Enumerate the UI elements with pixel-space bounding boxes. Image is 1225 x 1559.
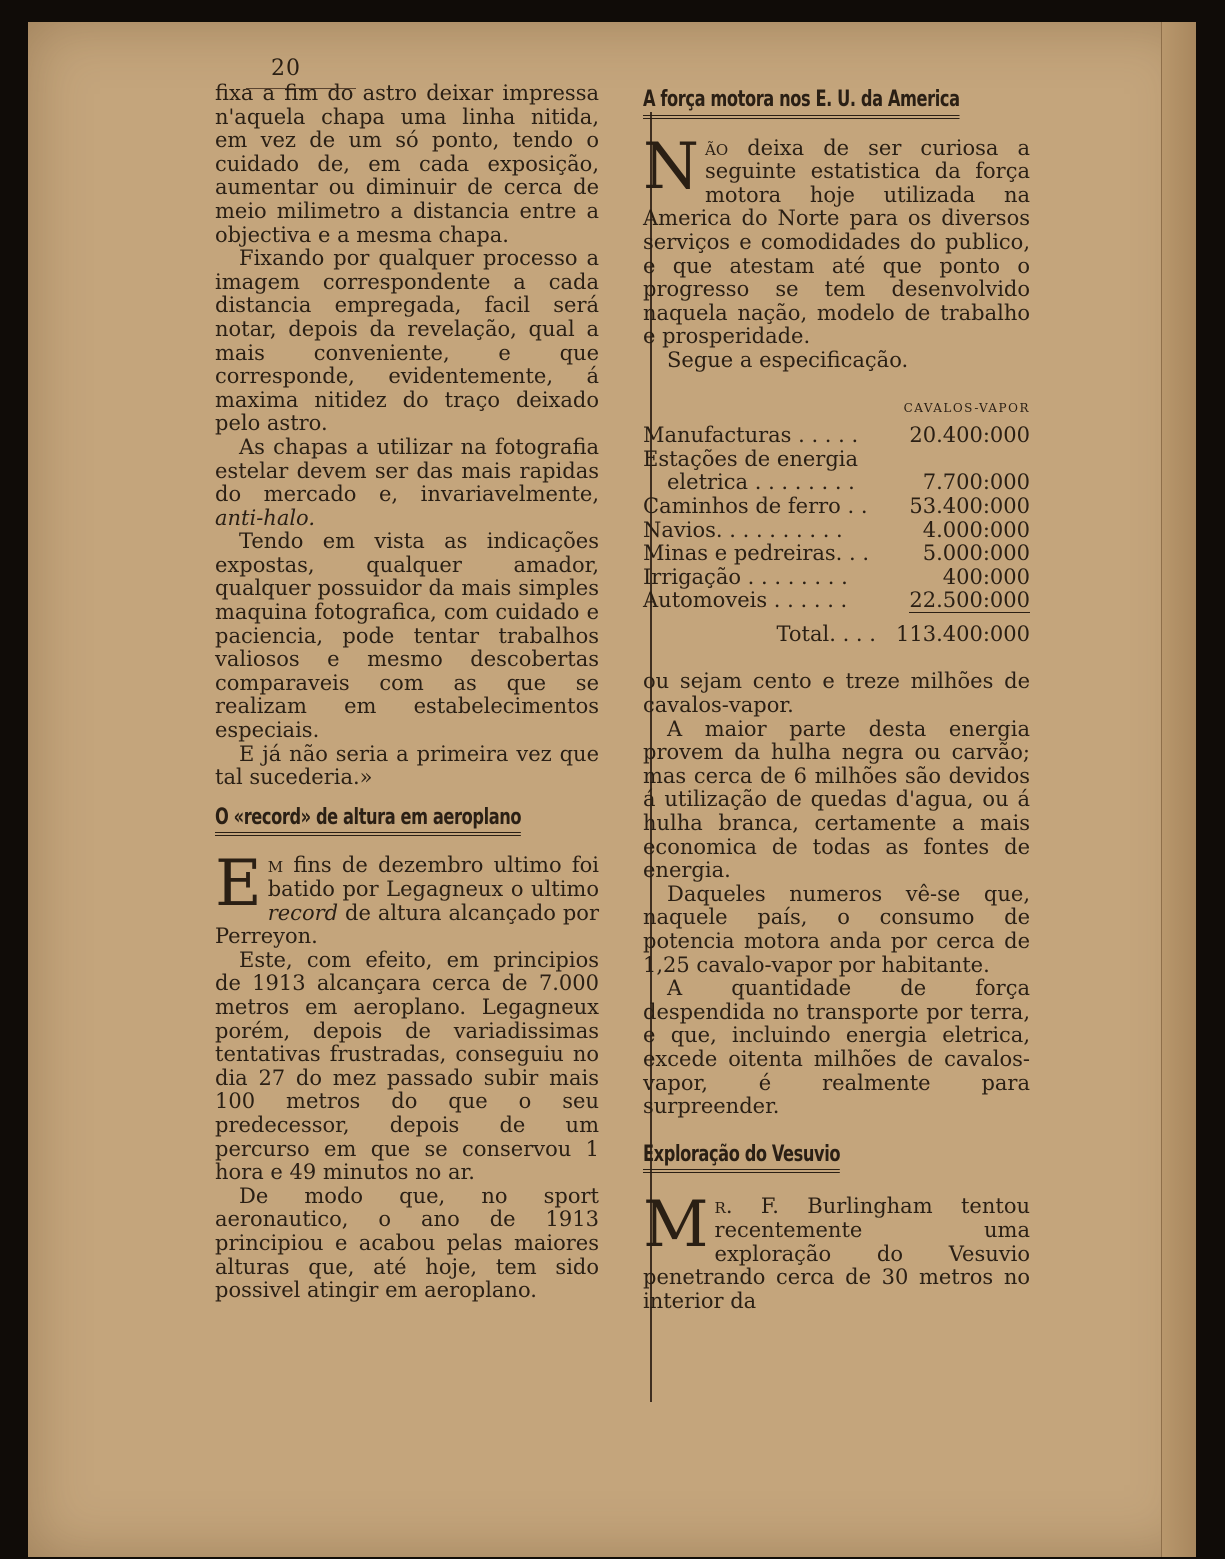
table-row <box>643 471 1030 495</box>
table-row <box>643 519 1030 543</box>
article-title-vesuvio: Exploração do Vesuvio <box>643 1143 840 1174</box>
first-word-rest: m <box>267 853 284 878</box>
paragraph-text: Fixando por qualquer processo a imagem correspondente a cada distancia empregada, facil será notar, depois da revelação, qual a mais conveniente, e que corresponde, evidentemente, á maxima nitidez do traço deixado pelo astro. <box>215 246 599 436</box>
first-word-rest: ão <box>705 135 729 160</box>
italic-term: record <box>267 900 339 925</box>
table-row <box>643 566 1030 590</box>
paragraph-text: fins de dezembro ultimo foi batido por Legagneux o ultimo <box>267 853 599 901</box>
row-value: 20.400:000 <box>909 423 1030 448</box>
paragraph: E já não seria a primeira vez que tal sucederia.» <box>215 741 599 790</box>
units-label: CAVALOS-VAPOR <box>903 400 1030 415</box>
paragraph-text: F. Burlingham tentou recentemente uma exploração do Vesuvio penetrando cerca de 30 metros no interior da <box>643 1194 1030 1313</box>
paragraph: ou sejam cento e treze milhões de cavalos-vapor. <box>643 669 1030 718</box>
paragraph: De modo que, no sport aeronautico, o ano de 1913 principiou e acabou pelas maiores alturas que, até hoje, tem sido possivel atingir em aeroplano. <box>215 1183 599 1303</box>
table-row <box>643 448 1030 472</box>
table-row <box>643 542 1030 566</box>
spacer <box>643 646 1030 670</box>
table-row <box>643 589 1030 613</box>
table-row <box>643 424 1030 448</box>
page-edge <box>1161 22 1196 1557</box>
row-value: 5.000:000 <box>922 541 1030 566</box>
row-value: 4.000:000 <box>922 517 1030 542</box>
paragraph: fixa a fim do astro deixar impressa n'aquela chapa uma linha nitida, em vez de um só ponto, tendo o cuidado de, em cada exposição, aumentar ou diminuir de cerca de meio milimetro a distancia entre a objectiva e a mesma chapa. <box>215 81 599 247</box>
drop-cap: E <box>215 847 262 922</box>
page-number: 20 <box>271 56 301 81</box>
paragraph <box>215 247 599 436</box>
row-value <box>886 448 1030 472</box>
row-label: Estações de energia <box>643 446 858 471</box>
left-column <box>215 82 599 1303</box>
row-value: 22.500:000 <box>909 588 1030 613</box>
total-row <box>643 613 1030 647</box>
total-value: 113.400:000 <box>896 621 1030 646</box>
article-title-record: O «record» de altura em aeroplano <box>215 806 521 837</box>
first-word-rest: r. <box>714 1194 733 1219</box>
paragraph <box>643 129 1030 349</box>
row-value: 400:000 <box>942 564 1030 589</box>
paragraph: A quantidade de força despendida no transporte por terra, e que, incluindo energia eletrica, excede oitenta milhões de cavalos-vapor, é realmente para surpreender. <box>643 976 1030 1119</box>
article-title-forca-motora: A força motora nos E. U. da America <box>643 88 960 119</box>
table-row <box>643 495 1030 519</box>
paragraph: Segue a especificação. <box>667 347 909 372</box>
italic-term: anti-halo. <box>215 505 316 530</box>
row-label: Navios. . . . . . . . . . <box>643 517 843 542</box>
right-column <box>643 88 1030 1313</box>
total-label: Total. . . . <box>776 621 876 646</box>
paragraph <box>215 847 599 949</box>
paragraph <box>643 1188 1030 1313</box>
paragraph: Este, com efeito, em principios de 1913 alcançara cerca de 7.000 metros em aeroplano. Legagneux porém, depois de variadissimas tentativas frustradas, conseguiu no dia 27 do mez passado subir mais 100 metros do que o seu predecessor, depois de um percurso em que se conservou 1 hora e 49 minutos no ar. <box>215 947 599 1185</box>
row-label: Caminhos de ferro . . <box>643 493 868 518</box>
paragraph: A maior parte desta energia provem da hulha negra ou carvão; mas cerca de 6 milhões são devidos á utilização de quedas d'agua, ou á hulha branca, certamente a mais economica de todas as fontes de energia. <box>643 716 1030 883</box>
row-value: 53.400:000 <box>909 493 1030 518</box>
article-heading-wrap <box>215 806 599 837</box>
paragraph-text: deixa de ser curiosa a seguinte estatistica da força motora hoje utilizada na America do Norte para os diversos serviços e comodidades do publico, e que atestam até que ponto o progresso se tem desenvolvido naquela nação, modelo de trabalho e prosperidade. <box>643 135 1030 349</box>
drop-cap: N <box>643 129 699 204</box>
row-label: Manufacturas . . . . . <box>643 423 859 448</box>
row-label: Automoveis . . . . . . <box>643 588 848 613</box>
row-value: 7.700:000 <box>922 470 1030 495</box>
paragraph-text: As chapas a utilizar na fotografia estelar devem ser das mais rapidas do mercado e, invariavelmente, <box>215 434 599 507</box>
article-heading-wrap <box>643 88 1030 119</box>
row-label: Irrigação . . . . . . . . <box>643 564 848 589</box>
article-heading-wrap <box>643 1143 1030 1174</box>
horsepower-table <box>643 424 1030 646</box>
row-label: eletrica . . . . . . . . <box>667 470 855 495</box>
paragraph: Daqueles numeros vê-se que, naquele país, o consumo de potencia motora anda por cerca de 1,25 cavalo-vapor por habitante. <box>643 881 1030 977</box>
row-label: Minas e pedreiras. . . <box>643 541 870 566</box>
paragraph-text: de altura alcançado por Perreyon. <box>215 900 599 949</box>
drop-cap: M <box>643 1188 709 1263</box>
paragraph <box>215 436 599 530</box>
paragraph: Tendo em vista as indicações expostas, qualquer amador, qualquer possuidor da mais simples maquina fotografica, com cuidado e paciencia, pode tentar trabalhos valiosos e mesmo descobertas comparaveis com as que se realizam em estabelecimentos especiais. <box>215 529 599 743</box>
